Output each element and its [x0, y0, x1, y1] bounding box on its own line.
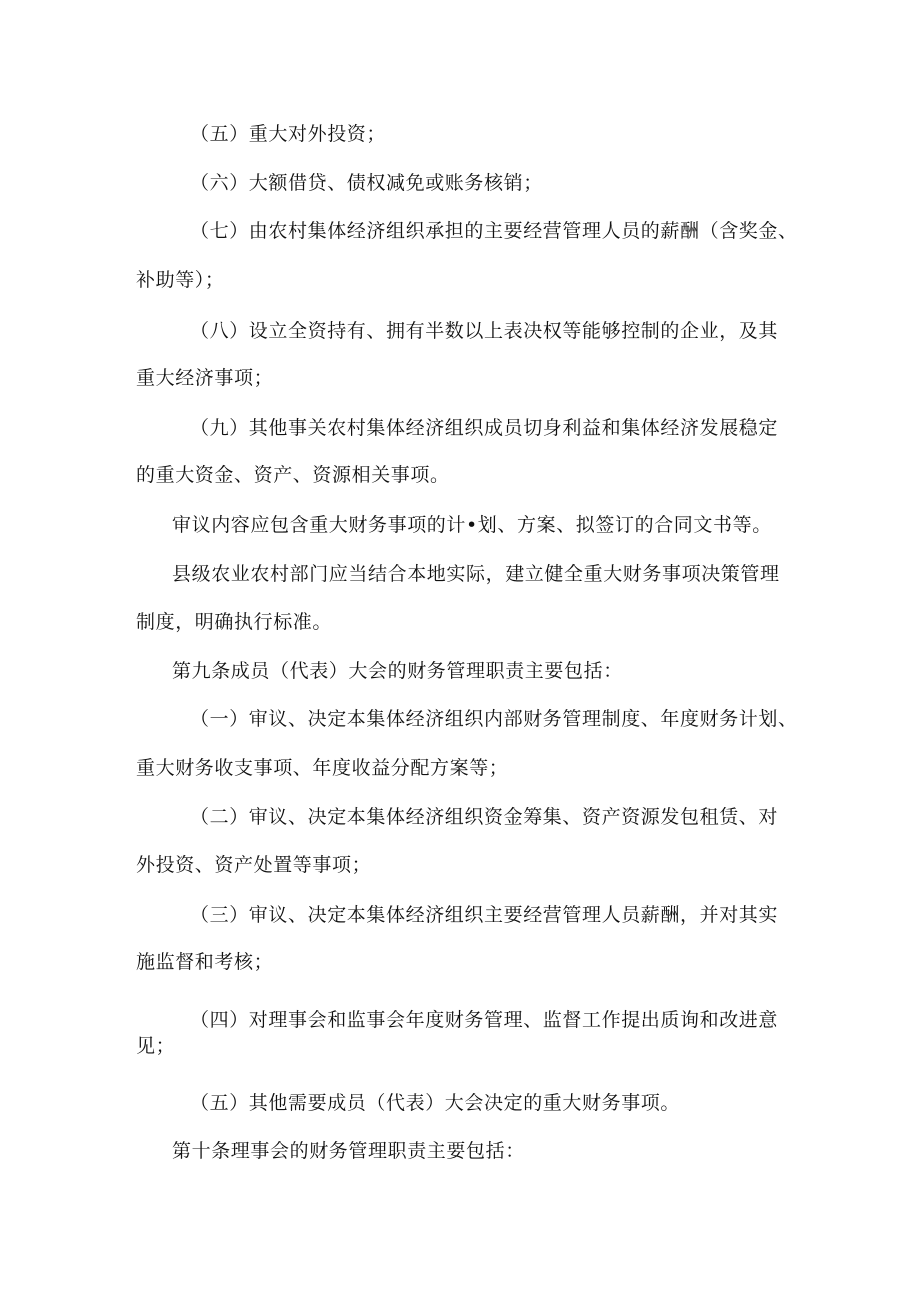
item-9-other-line2: 的重大资金、资产、资源相关事项。 [136, 464, 450, 486]
art9-item-1-line2: 重大财务收支事项、年度收益分配方案等； [136, 757, 509, 779]
art9-item-5: （五）其他需要成员（代表）大会决定的重大财务事项。 [190, 1092, 681, 1114]
art9-item-2-line2: 外投资、资产处置等事项； [136, 854, 372, 876]
county-dept-line2: 制度，明确执行标准。 [136, 611, 333, 633]
item-8-enterprise-line1: （八）设立全资持有、拥有半数以上表决权等能够控制的企业，及其 [190, 320, 779, 342]
item-6-large-loans: （六）大额借贷、债权减免或账务核销； [190, 172, 543, 194]
art9-item-2-line1: （二）审议、决定本集体经济组织资金筹集、资产资源发包租赁、对 [190, 806, 779, 828]
item-9-other-line1: （九）其他事关农村集体经济组织成员切身利益和集体经济发展稳定 [190, 417, 779, 439]
item-7-salary-line2: 补助等）； [136, 269, 225, 291]
art9-item-1-line1: （一）审议、决定本集体经济组织内部财务管理制度、年度财务计划、 [190, 708, 798, 730]
article-9-heading: 第九条成员（代表）大会的财务管理职责主要包括： [172, 660, 623, 682]
review-content-paragraph: 审议内容应包含重大财务事项的计•划、方案、拟签订的合同文书等。 [172, 514, 772, 536]
county-dept-line1: 县级农业农村部门应当结合本地实际，建立健全重大财务事项决策管理 [172, 563, 780, 585]
item-5-major-investment: （五）重大对外投资； [190, 123, 387, 145]
art9-item-4-line1: （四）对理事会和监事会年度财务管理、监督工作提出质询和改进意 [190, 1009, 779, 1031]
item-8-enterprise-line2: 重大经济事项； [136, 367, 274, 389]
article-10-heading: 第十条理事会的财务管理职责主要包括： [172, 1140, 525, 1162]
art9-item-4-line2: 见； [136, 1035, 176, 1057]
art9-item-3-line1: （三）审议、决定本集体经济组织主要经营管理人员薪酬，并对其实 [190, 904, 779, 926]
item-7-salary-line1: （七）由农村集体经济组织承担的主要经营管理人员的薪酬（含奖金、 [190, 220, 798, 242]
art9-item-3-line2: 施监督和考核； [136, 951, 274, 973]
